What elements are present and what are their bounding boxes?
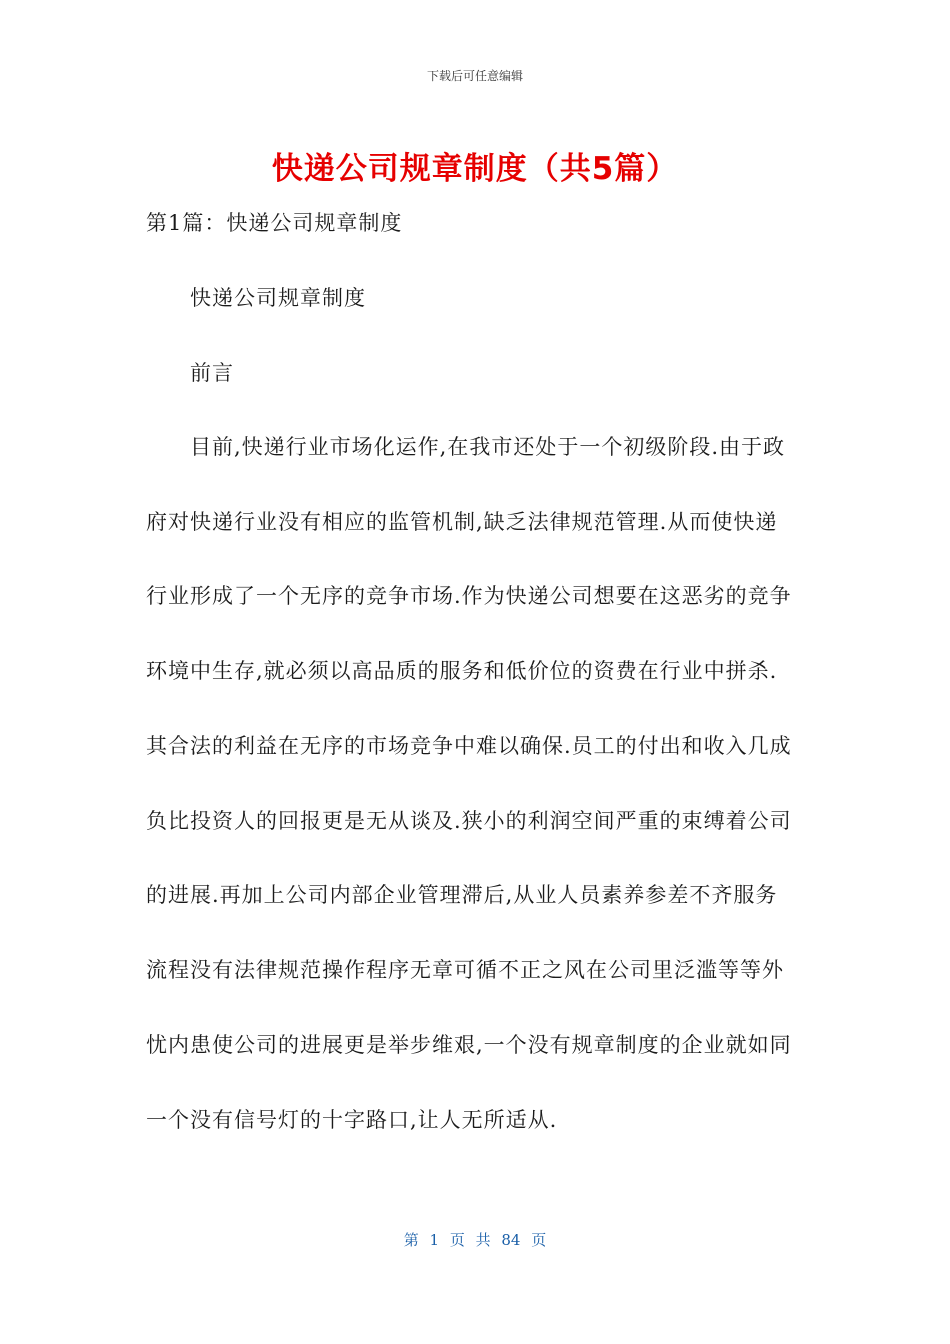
paragraph-line: 一个没有信号灯的十字路口,让人无所适从.	[146, 1108, 558, 1132]
page-number-footer: 第 1 页 共 84 页	[403, 1231, 547, 1249]
paragraph-line: 忧内患使公司的进展更是举步维艰,一个没有规章制度的企业就如同	[146, 1033, 792, 1057]
paragraph-line: 其合法的利益在无序的市场竞争中难以确保.员工的付出和收入几成	[146, 734, 792, 758]
document-title: 快递公司规章制度（共5篇）	[271, 151, 679, 187]
page-header-note: 下载后可任意编辑	[426, 69, 523, 83]
paragraph-line: 目前,快递行业市场化运作,在我市还处于一个初级阶段.由于政	[190, 435, 786, 459]
subtitle: 快递公司规章制度	[190, 286, 366, 310]
paragraph-line: 府对快递行业没有相应的监管机制,缺乏法律规范管理.从而使快递	[146, 510, 778, 534]
paragraph-line: 环境中生存,就必须以高品质的服务和低价位的资费在行业中拼杀.	[146, 659, 778, 683]
paragraph-line: 负比投资人的回报更是无从谈及.狭小的利润空间严重的束缚着公司	[146, 809, 792, 833]
paragraph-line: 的进展.再加上公司内部企业管理滞后,从业人员素养参差不齐服务	[146, 883, 778, 907]
paragraph-line: 行业形成了一个无序的竞争市场.作为快递公司想要在这恶劣的竞争	[146, 584, 792, 608]
preface-heading: 前言	[190, 361, 234, 385]
paragraph-line: 流程没有法律规范操作程序无章可循不正之风在公司里泛滥等等外	[146, 958, 784, 982]
section-heading: 第1篇：快递公司规章制度	[146, 211, 403, 235]
